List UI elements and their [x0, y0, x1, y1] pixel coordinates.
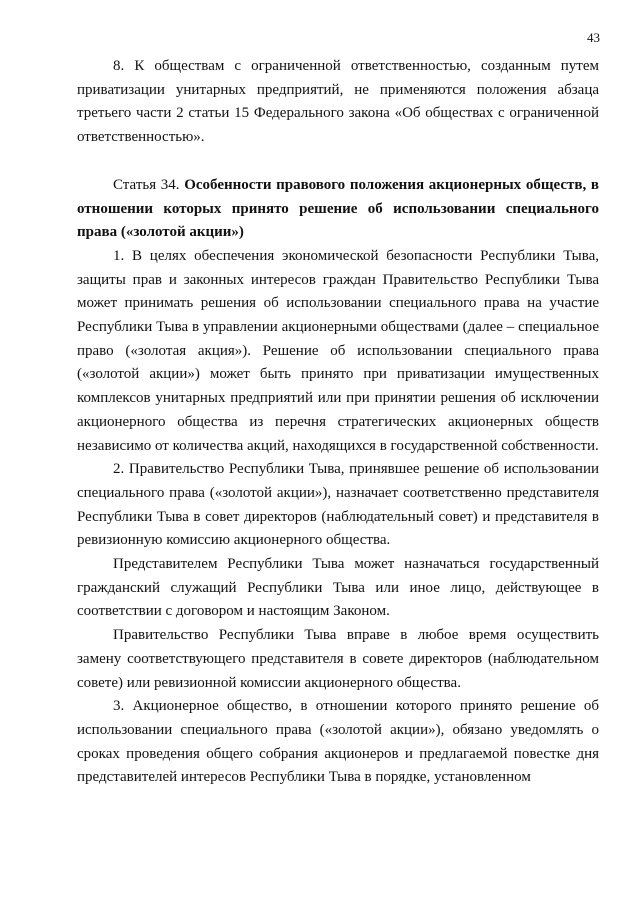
paragraph: 2. Правительство Республики Тыва, принявшее решение об использовании специального права («золотой акции»), назначает соответственно представителя Республики Тыва в совет директоров (наблюдательный совет) и представителя в ревизионную комиссию акционерного общества. — [77, 461, 599, 549]
paragraph: Правительство Республики Тыва вправе в любое время осуществить замену соответствующего представителя в совете директоров (наблюдательном совете) или ревизионной комиссии акционерного общества. — [77, 627, 599, 691]
article-heading — [77, 174, 599, 245]
page-number: 43 — [587, 30, 600, 45]
paragraph: Представителем Республики Тыва может назначаться государственный гражданский служащий Республики Тыва или иное лицо, действующее в соответствии с договором и настоящим Законом. — [77, 556, 599, 620]
article-number: Статья 34. — [113, 176, 180, 193]
paragraph: 3. Акционерное общество, в отношении которого принято решение об использовании специального права («золотой акции»), обязано уведомлять о сроках проведения общего собрания акционеров и предлагаемой повестке дня представителей интересов Республики Тыва в порядке, установленном — [77, 698, 599, 786]
document-body — [77, 55, 599, 790]
paragraph-8: 8. К обществам с ограниченной ответственностью, созданным путем приватизации унитарных предприятий, не применяются положения абзаца третьего части 2 статьи 15 Федерального закона «Об обществах с ограниченной ответственностью». — [77, 58, 599, 146]
spacer — [77, 150, 599, 174]
article-title: Особенности правового положения акционерных обществ, в отношении которых принято решение об использовании специального права («золотой акции») — [77, 176, 599, 241]
paragraph: 1. В целях обеспечения экономической безопасности Республики Тыва, защиты прав и законных интересов граждан Правительство Республики Тыва может принимать решения об использовании специального права на участие Республики Тыва в управлении акционерными обществами (далее – специальное право («золотая акция»). Решение об использовании специального права («золотой акции») может быть принято при приватизации имущественных комплексов унитарных предприятий или при принятии решения об исключении акционерного общества из перечня стратегических акционерных обществ независимо от количества акций, находящихся в государственной собственности. — [77, 247, 599, 454]
